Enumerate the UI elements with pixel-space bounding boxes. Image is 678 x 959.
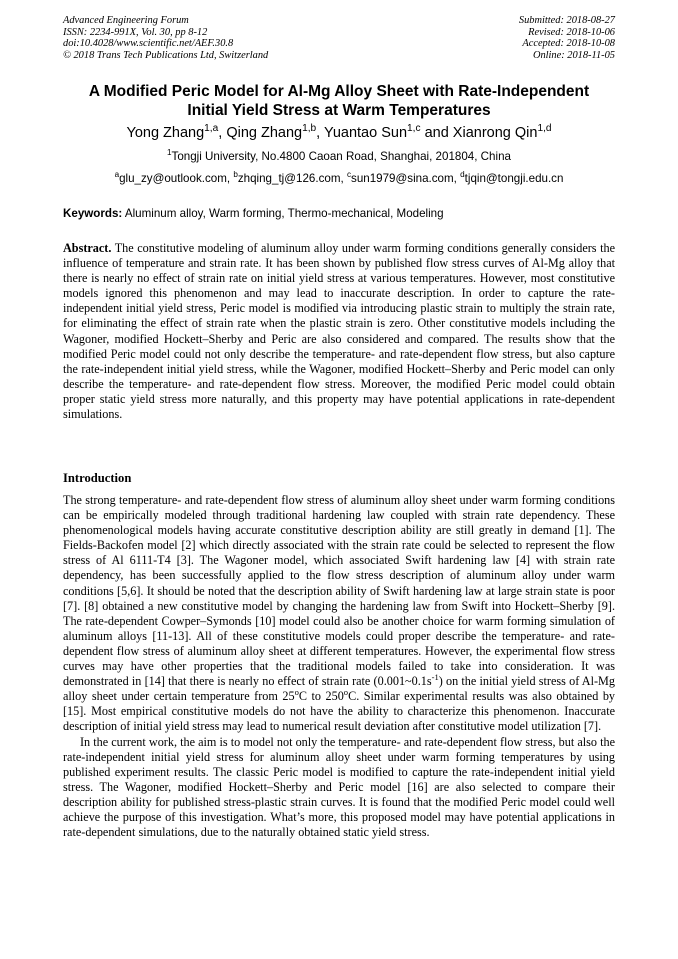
email-link: sun1979@sina.com: [351, 172, 454, 185]
date-online: Online: 2018-11-05: [532, 49, 615, 61]
email-link: tjqin@tongji.edu.cn: [464, 172, 564, 185]
paragraph-text: The strong temperature- and rate-dependent flow stress of aluminum alloy sheet under warm forming conditions can be empirically modeled through traditional hardening law coupled with strain rate dependency. These phenomenological models having accurate constitutive description ability are still greatly in demand [1]. The Fields-Backofen model [2] which directly associated with the strain rate could be selected to represent the flow stress of Al 6111-T4 [3]. The Wagoner model, which associated Swift hardening law [4] with strain rate dependency, has been successfully applied to the flow stress description of aluminum alloy under warm conditions [5,6]. It should be noted that the description ability of Swift hardening law at large strain state is poor [7]. [8] obtained a new constitutive model by changing the hardening law from Swift into Hockett–Sherby [9]. The rate-dependent Cowper–Symonds [10] model could also be another choice for warm forming simulation of aluminum alloys [11-13]. All of these constitutive models could proper describe the temperature- and rate-dependent flow stress of aluminum alloy sheet at different temperatures. However, the experimental flow stress curves may have other properties that the traditional models failed to take into consideration. It was demonstrated in [14] that there is nearly no effect of strain rate (0.001~0.1s: [63, 493, 615, 689]
author-separator: ,: [316, 125, 324, 141]
journal-copyright: © 2018 Trans Tech Publications Ltd, Switzerland: [63, 49, 269, 61]
email-superscript: a: [114, 170, 120, 180]
date-submitted: Submitted: 2018-08-27: [518, 15, 615, 26]
keywords-text: Aluminum alloy, Warm forming, Thermo-mechanical, Modeling: [122, 207, 444, 220]
paper-title-line-2: Initial Yield Stress at Warm Temperatures: [187, 102, 491, 119]
email-superscript: c: [346, 170, 352, 180]
email-link: glu_zy@outlook.com: [119, 172, 227, 185]
email-link: zhqing_tj@126.com: [237, 172, 341, 185]
author-superscript: 1,b: [302, 123, 317, 135]
affiliation-text: Tongji University, No.4800 Caoan Road, Shanghai, 201804, China: [171, 150, 511, 163]
introduction-paragraph-1: [63, 493, 615, 735]
email-separator: ,: [226, 172, 234, 185]
abstract: [63, 241, 615, 422]
author-separator: and: [420, 125, 453, 141]
paper-title: [40, 82, 638, 120]
date-revised: Revised: 2018-10-06: [528, 26, 615, 38]
journal-header-right: [519, 15, 615, 61]
author-superscript: 1,c: [407, 123, 421, 135]
abstract-text: The constitutive modeling of aluminum alloy under warm forming conditions generally considers the influence of temperature and strain rate. It has been shown by published flow stress curves of Al-Mg alloy that there is nearly no effect of strain rate on initial yield stress at various temperatures. However, most constitutive models ignored this phenomenon and may lead to inaccurate description. In order to capture the rate-independent initial yield stress, Peric model is modified via introducing plastic strain to multiply the strain rate, for eliminating the effect of strain rate when the plastic strain is zero. Other constitutive models including the Wagoner, modified Hockett–Sherby and Peric are also considered and compared. The results show that the modified Peric model could not only describe the temperature- and rate-dependent flow stress, but also capture the rate-independent initial yield stress, while the Wagoner, modified Hockett–Sherby and Peric model can only describe the temperature- and rate-dependent flow stress. Moreover, the modified Peric model could obtain proper static yield stress more naturally, and this property may have potential applications in rate-dependent simulations.: [63, 241, 615, 422]
author-name: Xianrong Qin: [452, 125, 538, 141]
introduction-paragraph-2: In the current work, the aim is to model not only the temperature- and rate-dependent flow stress, but also the rate-independent initial yield stress for aluminum alloy sheet under warm forming temperatures by using published experiment results. The classic Peric model is modified to capture the rate-independent initial yield stress. The Wagoner, modified Hockett–Sherby and Peric model [16] are also selected to compare their description ability for published stress-plastic strain curves. It is found that the modified Peric model could well achieve the purpose of this investigation. What’s more, this proposed model may have potential applications in rate-dependent simulations, due to the naturally obtained static yield stress.: [63, 734, 615, 840]
superscript: o: [294, 687, 299, 698]
abstract-label: Abstract.: [63, 241, 112, 255]
email-separator: ,: [340, 172, 347, 185]
author-superscript: 1,a: [204, 123, 219, 135]
author-list: [40, 124, 638, 142]
email-superscript: b: [233, 170, 238, 180]
journal-header-left: [63, 15, 268, 61]
paragraph-text: C. Similar experimental results was also obtained by [15]. Most empirical constitutive models do not have the ability to characterize this phenomenon. Inaccurate description of initial yield stress may lead to numerical result deviation after constitutive model utilization [7].: [63, 689, 616, 734]
section-heading-introduction: Introduction: [63, 471, 132, 485]
email-list: [40, 172, 638, 186]
author-name: Qing Zhang: [226, 125, 303, 141]
superscript: o: [343, 687, 349, 698]
introduction-body: [63, 493, 615, 840]
superscript: -1: [431, 672, 439, 683]
date-accepted: Accepted: 2018-10-08: [522, 38, 615, 50]
author-superscript: 1,d: [537, 123, 552, 135]
author-separator: ,: [218, 125, 227, 141]
email-superscript: d: [460, 170, 465, 180]
author-name: Yong Zhang: [126, 125, 205, 141]
author-name: Yuantao Sun: [323, 125, 408, 141]
keywords: [63, 207, 615, 221]
paragraph-text: C to 250: [298, 689, 344, 704]
journal-doi: doi:10.4028/www.scientific.net/AEF.30.8: [63, 38, 234, 50]
affiliation-superscript: 1: [167, 148, 172, 158]
paper-title-line-1: A Modified Peric Model for Al-Mg Alloy Sheet with Rate-Independent: [88, 83, 590, 100]
email-separator: ,: [453, 172, 461, 185]
journal-name: Advanced Engineering Forum: [63, 15, 189, 26]
affiliation: [40, 150, 638, 164]
journal-issn: ISSN: 2234-991X, Vol. 30, pp 8-12: [63, 26, 208, 38]
paragraph-text: ) on the initial yield stress of Al-Mg alloy sheet under certain temperature from 25: [63, 674, 615, 704]
keywords-label: Keywords:: [63, 207, 123, 220]
